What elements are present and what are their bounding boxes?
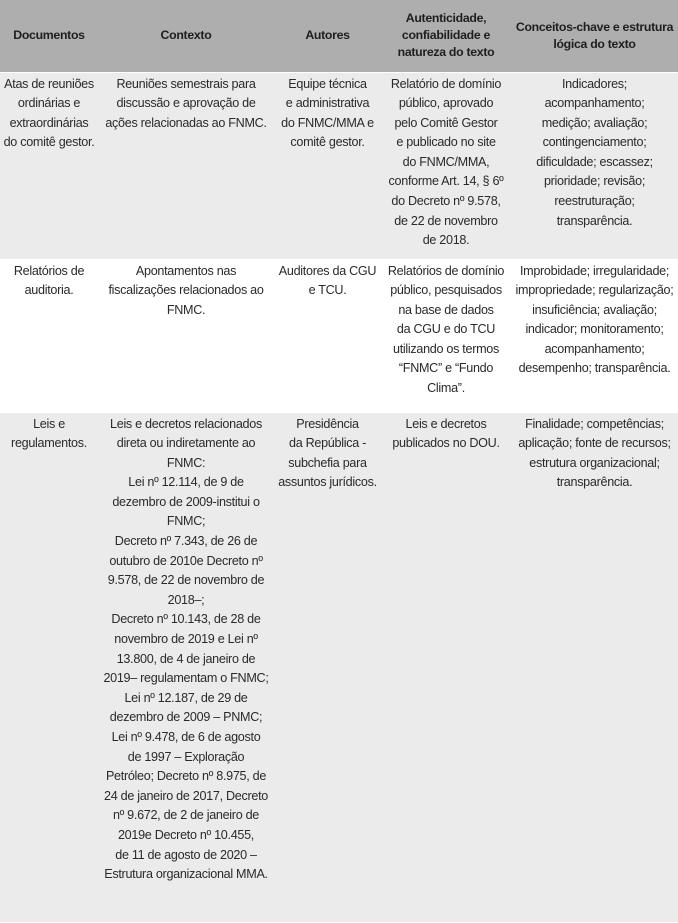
cell-line: assuntos jurídicos. [278, 475, 377, 490]
cell-line: ações relacionadas ao FNMC. [105, 115, 267, 130]
header-documentos: Documentos [13, 28, 85, 43]
cell-line: regulamentos. [11, 436, 87, 451]
cell-line: Leis e [33, 416, 65, 431]
cell-line: do comitê gestor. [3, 135, 95, 150]
cell-line: transparência. [556, 213, 633, 228]
cell-line: auditoria. [24, 283, 74, 298]
cell-line: insuficiência; avaliação; [532, 302, 657, 317]
cell-line: da República - [288, 436, 366, 451]
cell-documentos [0, 412, 98, 922]
cell-documentos [0, 259, 98, 412]
header-row [0, 0, 678, 72]
cell-line: Relatório de domínio [390, 76, 502, 91]
cell-line: FNMC. [166, 302, 206, 317]
cell-line: Lei nº 12.187, de 29 de [124, 690, 248, 705]
cell-line: fiscalizações relacionados ao [108, 283, 264, 298]
cell-documentos [0, 72, 98, 259]
cell-line: Presidência [296, 416, 359, 431]
cell-contexto [98, 412, 274, 922]
header-autenticidade: Autenticidade, confiabilidade e natureza do texto [397, 11, 495, 60]
cell-line: Leis e decretos [405, 416, 487, 431]
cell-line: pelo Comitê Gestor [394, 115, 498, 130]
cell-line: Clima”. [427, 381, 465, 396]
cell-autenticidade [381, 259, 511, 412]
cell-line: na base de dados [398, 302, 494, 317]
cell-line: e TCU. [308, 283, 347, 298]
cell-line: transparência. [556, 475, 633, 490]
cell-line: discussão e aprovação de [116, 96, 256, 111]
cell-line: extraordinárias [9, 115, 89, 130]
cell-line: indicador; monitoramento; [525, 322, 664, 337]
cell-line: impropriedade; regularização; [515, 283, 674, 298]
cell-line: direta ou indiretamente ao [116, 436, 256, 451]
cell-conceitos [511, 412, 678, 922]
cell-line: Estrutura organizacional MMA. [104, 867, 268, 882]
cell-line: acompanhamento; [544, 341, 645, 356]
cell-line: contingenciamento; [542, 135, 647, 150]
cell-autenticidade [381, 412, 511, 922]
cell-line: Relatórios de domínio [387, 263, 505, 278]
cell-line: utilizando os termos [393, 341, 499, 356]
cell-line: Decreto nº 7.343, de 26 de [114, 534, 258, 549]
cell-line: e administrativa [285, 96, 370, 111]
cell-line: dezembro de 2009 – PNMC; [109, 710, 263, 725]
cell-line: Petróleo; Decreto nº 8.975, de [105, 769, 267, 784]
cell-line: “FNMC” e “Fundo [398, 361, 494, 376]
cell-line: público, pesquisados [390, 283, 502, 298]
table-row [0, 412, 678, 922]
cell-line: Relatórios de [13, 263, 85, 278]
cell-line: nº 9.672, de 2 de janeiro de [112, 808, 260, 823]
cell-line: Leis e decretos relacionados [110, 416, 262, 431]
cell-line: Atas de reuniões [4, 76, 94, 91]
cell-line: estrutura organizacional; [529, 455, 660, 470]
cell-line: ordinárias e [17, 96, 81, 111]
cell-line: reestruturação; [554, 194, 635, 209]
cell-line: Apontamentos nas [135, 263, 237, 278]
cell-line: acompanhamento; [544, 96, 645, 111]
header-conceitos: Conceitos-chave e estrutura lógica do texto [515, 19, 674, 51]
cell-contexto [98, 72, 274, 259]
cell-line: dezembro de 2009-institui o [112, 494, 260, 509]
cell-conceitos [511, 72, 678, 259]
cell-line: 2019e Decreto nº 10.455, [117, 827, 255, 842]
header-autores: Autores [305, 28, 350, 43]
cell-line: de 2018. [422, 233, 470, 248]
header-contexto: Contexto [160, 28, 212, 43]
cell-contexto [98, 259, 274, 412]
cell-line: comitê gestor. [290, 135, 365, 150]
cell-line: do Decreto nº 9.578, [391, 194, 501, 209]
cell-line: de 22 de novembro [394, 213, 498, 228]
cell-line: de 11 de agosto de 2020 – [115, 847, 257, 862]
cell-line: medição; avaliação; [541, 115, 648, 130]
cell-line: do FNMC/MMA, [402, 154, 490, 169]
cell-autenticidade [381, 72, 511, 259]
cell-line: do FNMC/MMA e [281, 115, 374, 130]
cell-conceitos [511, 259, 678, 412]
cell-line: de 1997 – Exploração [127, 749, 245, 764]
cell-autores [274, 412, 381, 922]
cell-line: 24 de janeiro de 2017, Decreto [104, 788, 268, 803]
cell-line: conforme Art. 14, § 6º [388, 174, 504, 189]
cell-line: Auditores da CGU [278, 263, 377, 278]
cell-autores [274, 72, 381, 259]
cell-line: 13.800, de 4 de janeiro de [116, 651, 256, 666]
cell-line: da CGU e do TCU [396, 322, 496, 337]
cell-line: novembro de 2019 e Lei nº [114, 632, 258, 647]
cell-line: aplicação; fonte de recursos; [518, 436, 671, 451]
cell-line: 2019– regulamentam o FNMC; [103, 671, 269, 686]
cell-line: Finalidade; competências; [525, 416, 664, 431]
cell-line: público, aprovado [398, 96, 494, 111]
cell-line: FNMC; [166, 514, 206, 529]
cell-line: Lei nº 9.478, de 6 de agosto [111, 730, 261, 744]
cell-line: desempenho; transparência. [518, 361, 671, 376]
cell-line: FNMC: [166, 455, 206, 470]
cell-line: Improbidade; irregularidade; [519, 263, 670, 278]
cell-line: Reuniões semestrais para [116, 76, 256, 91]
cell-line: Equipe técnica [288, 76, 367, 91]
cell-autores [274, 259, 381, 412]
cell-line: publicados no DOU. [392, 436, 500, 451]
cell-line: dificuldade; escassez; [536, 154, 653, 169]
cell-line: Decreto nº 10.143, de 28 de [111, 612, 261, 627]
cell-line: Indicadores; [561, 76, 627, 91]
cell-line: e publicado no site [396, 135, 496, 150]
cell-line: outubro de 2010e Decreto nº [109, 553, 263, 568]
cell-line: 2018–; [167, 592, 205, 607]
cell-line: subchefia para [288, 455, 367, 470]
table-row [0, 259, 678, 412]
table-row [0, 72, 678, 259]
cell-line: Lei nº 12.114, de 9 de [128, 475, 244, 490]
cell-line: 9.578, de 22 de novembro de [107, 573, 265, 588]
cell-line: prioridade; revisão; [543, 174, 646, 189]
